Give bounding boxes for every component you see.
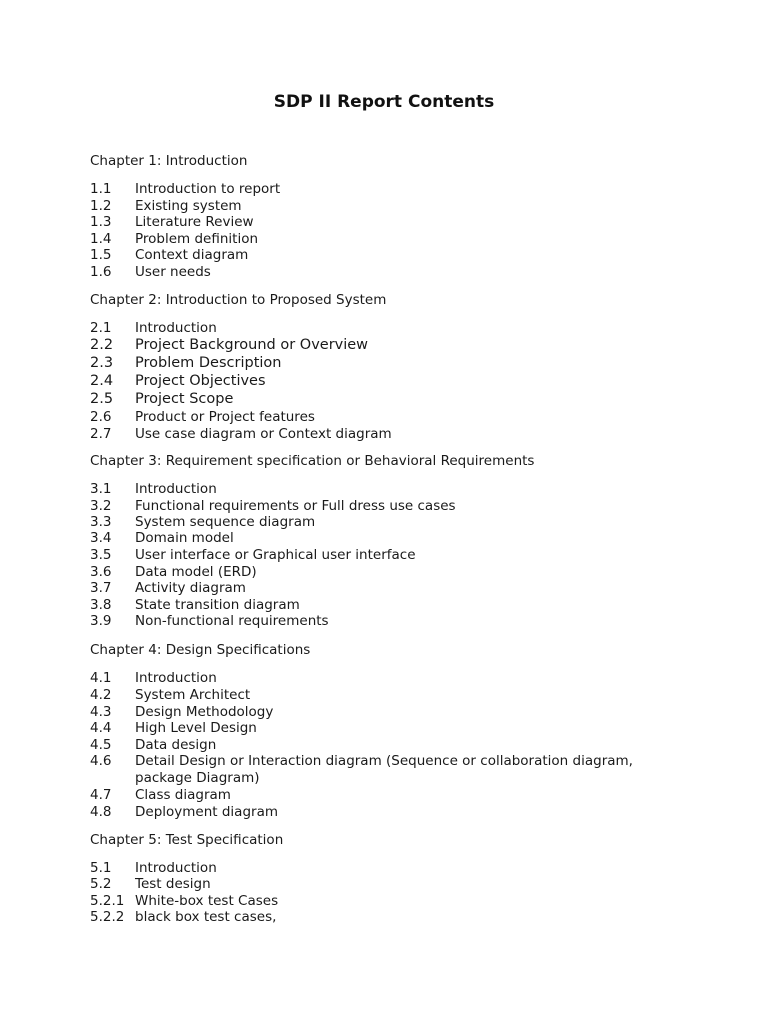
toc-entry (90, 409, 315, 426)
entry-number: 2.1 (90, 320, 112, 336)
entry-title: Test design (135, 876, 211, 892)
entry-number: 3.4 (90, 530, 112, 546)
entry-title: Context diagram (135, 247, 249, 263)
chapter-heading: Chapter 3: Requirement specification or Behavioral Requirements (90, 453, 535, 469)
entry-title: Data design (135, 737, 217, 753)
entry-title: User needs (135, 264, 211, 280)
toc-entry (90, 670, 217, 687)
toc-entry (90, 355, 281, 372)
entry-number: 2.3 (90, 355, 114, 371)
toc-entry (90, 247, 248, 264)
entry-title: White-box test Cases (135, 893, 279, 909)
entry-title: Detail Design or Interaction diagram (Sequence or collaboration diagram, (135, 753, 633, 769)
entry-number: 2.5 (90, 391, 114, 407)
toc-entry (90, 720, 257, 737)
chapter-heading: Chapter 4: Design Specifications (90, 642, 311, 658)
entry-title: System sequence diagram (135, 514, 316, 530)
entry-title: Introduction to report (135, 181, 281, 197)
toc-entry (90, 231, 258, 248)
toc-entry (90, 547, 416, 564)
chapter-heading: Chapter 2: Introduction to Proposed System (90, 292, 387, 308)
entry-number: 4.4 (90, 720, 112, 736)
toc-entry (90, 804, 278, 821)
entry-number: 3.3 (90, 514, 112, 530)
toc-entry (90, 214, 254, 231)
entry-title: Introduction (135, 481, 217, 497)
toc-entry (90, 337, 368, 354)
entry-title: black box test cases, (135, 909, 277, 925)
toc-entry (90, 597, 300, 614)
toc-entry (90, 198, 242, 215)
entry-number: 2.2 (90, 337, 114, 353)
entry-number: 1.2 (90, 198, 112, 214)
entry-title: System Architect (135, 687, 251, 703)
entry-number: 4.6 (90, 753, 112, 769)
entry-title: Project Background or Overview (135, 337, 369, 353)
entry-number: 3.6 (90, 564, 112, 580)
toc-entry (90, 481, 217, 498)
toc-entry (90, 876, 211, 893)
entry-number: 1.3 (90, 214, 112, 230)
entry-number: 1.5 (90, 247, 112, 263)
entry-title: Problem definition (135, 231, 259, 247)
entry-number: 1.1 (90, 181, 112, 197)
entry-title: State transition diagram (135, 597, 300, 613)
toc-entry (90, 264, 211, 281)
entry-number: 4.8 (90, 804, 112, 820)
entry-number: 1.6 (90, 264, 112, 280)
toc-entry (90, 426, 392, 443)
entry-number: 5.2.2 (90, 909, 125, 925)
toc-entry (90, 704, 273, 721)
chapter-heading: Chapter 1: Introduction (90, 153, 248, 169)
toc-entry (90, 498, 456, 515)
entry-number: 5.2.1 (90, 893, 125, 909)
entry-number: 3.9 (90, 613, 112, 629)
toc-entry (90, 787, 231, 804)
entry-number: 5.1 (90, 860, 112, 876)
toc-entry (90, 893, 278, 910)
toc-entry (90, 687, 250, 704)
entry-number: 4.5 (90, 737, 112, 753)
entry-title: Existing system (135, 198, 242, 214)
toc-entry (90, 564, 257, 581)
entry-title: Project Scope (135, 391, 234, 407)
toc-entry (90, 530, 234, 547)
toc-entry (90, 181, 280, 198)
entry-title: Use case diagram or Context diagram (135, 426, 392, 442)
entry-title: Literature Review (135, 214, 254, 230)
entry-title-continuation: package Diagram) (135, 770, 260, 786)
entry-number: 2.6 (90, 409, 112, 425)
toc-entry (90, 909, 276, 926)
entry-title: Domain model (135, 530, 234, 546)
entry-title: Design Methodology (135, 704, 274, 720)
entry-title: Introduction (135, 320, 217, 336)
entry-number: 4.2 (90, 687, 112, 703)
chapter-heading: Chapter 5: Test Specification (90, 832, 284, 848)
entry-title: Data model (ERD) (135, 564, 257, 580)
entry-title: Class diagram (135, 787, 231, 803)
toc-entry (90, 613, 329, 630)
toc-entry (90, 514, 315, 531)
toc-entry (90, 737, 216, 754)
entry-title: Product or Project features (135, 409, 315, 425)
toc-entry (90, 860, 217, 877)
entry-number: 3.7 (90, 580, 112, 596)
entry-number: 4.7 (90, 787, 112, 803)
toc-entry (90, 580, 246, 597)
entry-number: 3.5 (90, 547, 112, 563)
toc-entry (90, 320, 217, 337)
entry-number: 3.1 (90, 481, 112, 497)
entry-title: Non-functional requirements (135, 613, 329, 629)
toc-entry (90, 753, 633, 770)
entry-title: Introduction (135, 670, 217, 686)
entry-number: 4.1 (90, 670, 112, 686)
entry-title: Functional requirements or Full dress use cases (135, 498, 456, 514)
entry-number: 1.4 (90, 231, 112, 247)
page-title: SDP II Report Contents (273, 92, 495, 112)
entry-title: Activity diagram (135, 580, 246, 596)
entry-number: 4.3 (90, 704, 112, 720)
entry-number: 5.2 (90, 876, 112, 892)
entry-number: 2.4 (90, 373, 114, 389)
entry-number: 3.2 (90, 498, 112, 514)
entry-title: Deployment diagram (135, 804, 279, 820)
entry-title: User interface or Graphical user interface (135, 547, 416, 563)
entry-number: 3.8 (90, 597, 112, 613)
entry-title: Project Objectives (135, 373, 266, 389)
toc-entry (90, 373, 266, 390)
entry-number: 2.7 (90, 426, 112, 442)
entry-title: Introduction (135, 860, 217, 876)
entry-title: Problem Description (135, 355, 282, 371)
toc-entry (90, 391, 233, 408)
entry-title: High Level Design (135, 720, 257, 736)
